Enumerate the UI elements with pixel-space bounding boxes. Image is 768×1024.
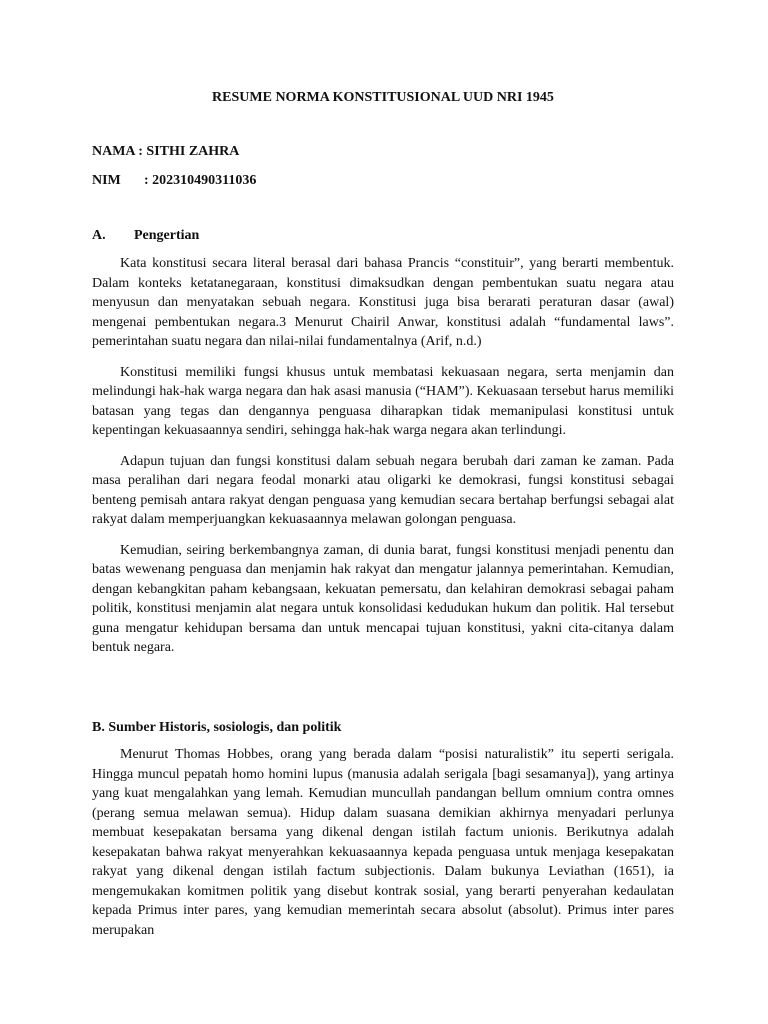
section-a-body: [92, 254, 674, 669]
paragraph: Konstitusi memiliki fungsi khusus untuk membatasi kekuasaan negara, serta menjamin dan melindungi hak-hak warga negara dan hak asasi manusia (“HAM”). Kekuasaan tersebut harus memiliki batasan yang tegas dan dengannya penguasa diharapkan tidak memanipulasi konstitusi untuk kepentingan kekuasaannya sendiri, sehingga hak-hak warga negara akan terlindungi.: [92, 364, 674, 438]
paragraph: Adapun tujuan dan fungsi konstitusi dalam sebuah negara berubah dari zaman ke zaman. Pada masa peralihan dari negara feodal monarki atau oligarki ke demokrasi, fungsi konstitusi sebagai benteng pemisah antara rakyat dengan penguasa yang kemudian secara bertahap berfungsi sebagai alat rakyat dalam memperjuangkan kekuasaannya melawan golongan penguasa.: [92, 453, 674, 527]
student-id-value: : 202310490311036: [144, 173, 257, 188]
section-a-title: Pengertian: [134, 228, 200, 243]
student-id-label: NIM: [92, 173, 121, 188]
section-b-heading: B. Sumber Historis, sosiologis, dan politik: [92, 720, 342, 735]
document-title: RESUME NORMA KONSTITUSIONAL UUD NRI 1945: [212, 90, 554, 105]
document-page: [92, 0, 674, 1024]
student-name: NAMA : SITHI ZAHRA: [92, 144, 240, 159]
paragraph: Menurut Thomas Hobbes, orang yang berada dalam “posisi naturalistik” itu seperti serigala. Hingga muncul pepatah homo homini lupus (manusia adalah serigala [bagi sesamanya]), yang artinya yang kuat mengalahkan yang lemah. Kemudian muncullah pandangan bellum omnium contra omnes (perang semua melawan semua). Hidup dalam suasana demikian akhirnya menyadari perlunya membuat kesepakatan bersama yang dikenal dengan istilah factum unionis. Berikutnya adalah kesepakatan bahwa rakyat menyerahkan kekuasaannya kepada penguasa untuk menjaga kesepakatan rakyat yang dikenal dengan istilah factum subjectionis. Dalam bukunya Leviathan (1651), ia mengemukakan komitmen politik yang disebut kontrak sosial, yang berarti penyerahan kedaulatan kepada Primus inter pares, yang kemudian memerintah secara absolut (absolut). Primus inter pares merupakan: [92, 747, 674, 938]
paragraph: Kata konstitusi secara literal berasal dari bahasa Prancis “constituir”, yang berarti membentuk. Dalam konteks ketatanegaraan, konstitusi dimaksudkan dengan pembentukan suatu negara atau menyusun dan menyatakan sebuah negara. Konstitusi juga bisa berarati peraturan dasar (awal) mengenai pembentukan negara.3 Menurut Chairil Anwar, konstitusi adalah “fundamental laws”. pemerintahan suatu negara dan nilai-nilai fundamentalnya (Arif, n.d.): [92, 256, 674, 349]
student-id: [92, 171, 256, 191]
section-a-number: A.: [92, 228, 106, 243]
section-b-body: [92, 745, 674, 951]
paragraph: Kemudian, seiring berkembangnya zaman, di dunia barat, fungsi konstitusi menjadi penentu dan batas wewenang penguasa dan menjamin hak rakyat dan mengatur jalannya pemerintahan. Kemudian, dengan kebangkitan paham kebangsaan, kekuatan pemersatu, dan kelahiran demokrasi sebagai paham politik, konstitusi menjamin alat negara untuk konsolidasi kedudukan hukum dan politik. Hal tersebut guna mengatur kehidupan bersama dan untuk mencapai tujuan konstitusi, yakni cita-citanya dalam bentuk negara.: [92, 542, 674, 655]
section-a-heading: [92, 226, 199, 246]
